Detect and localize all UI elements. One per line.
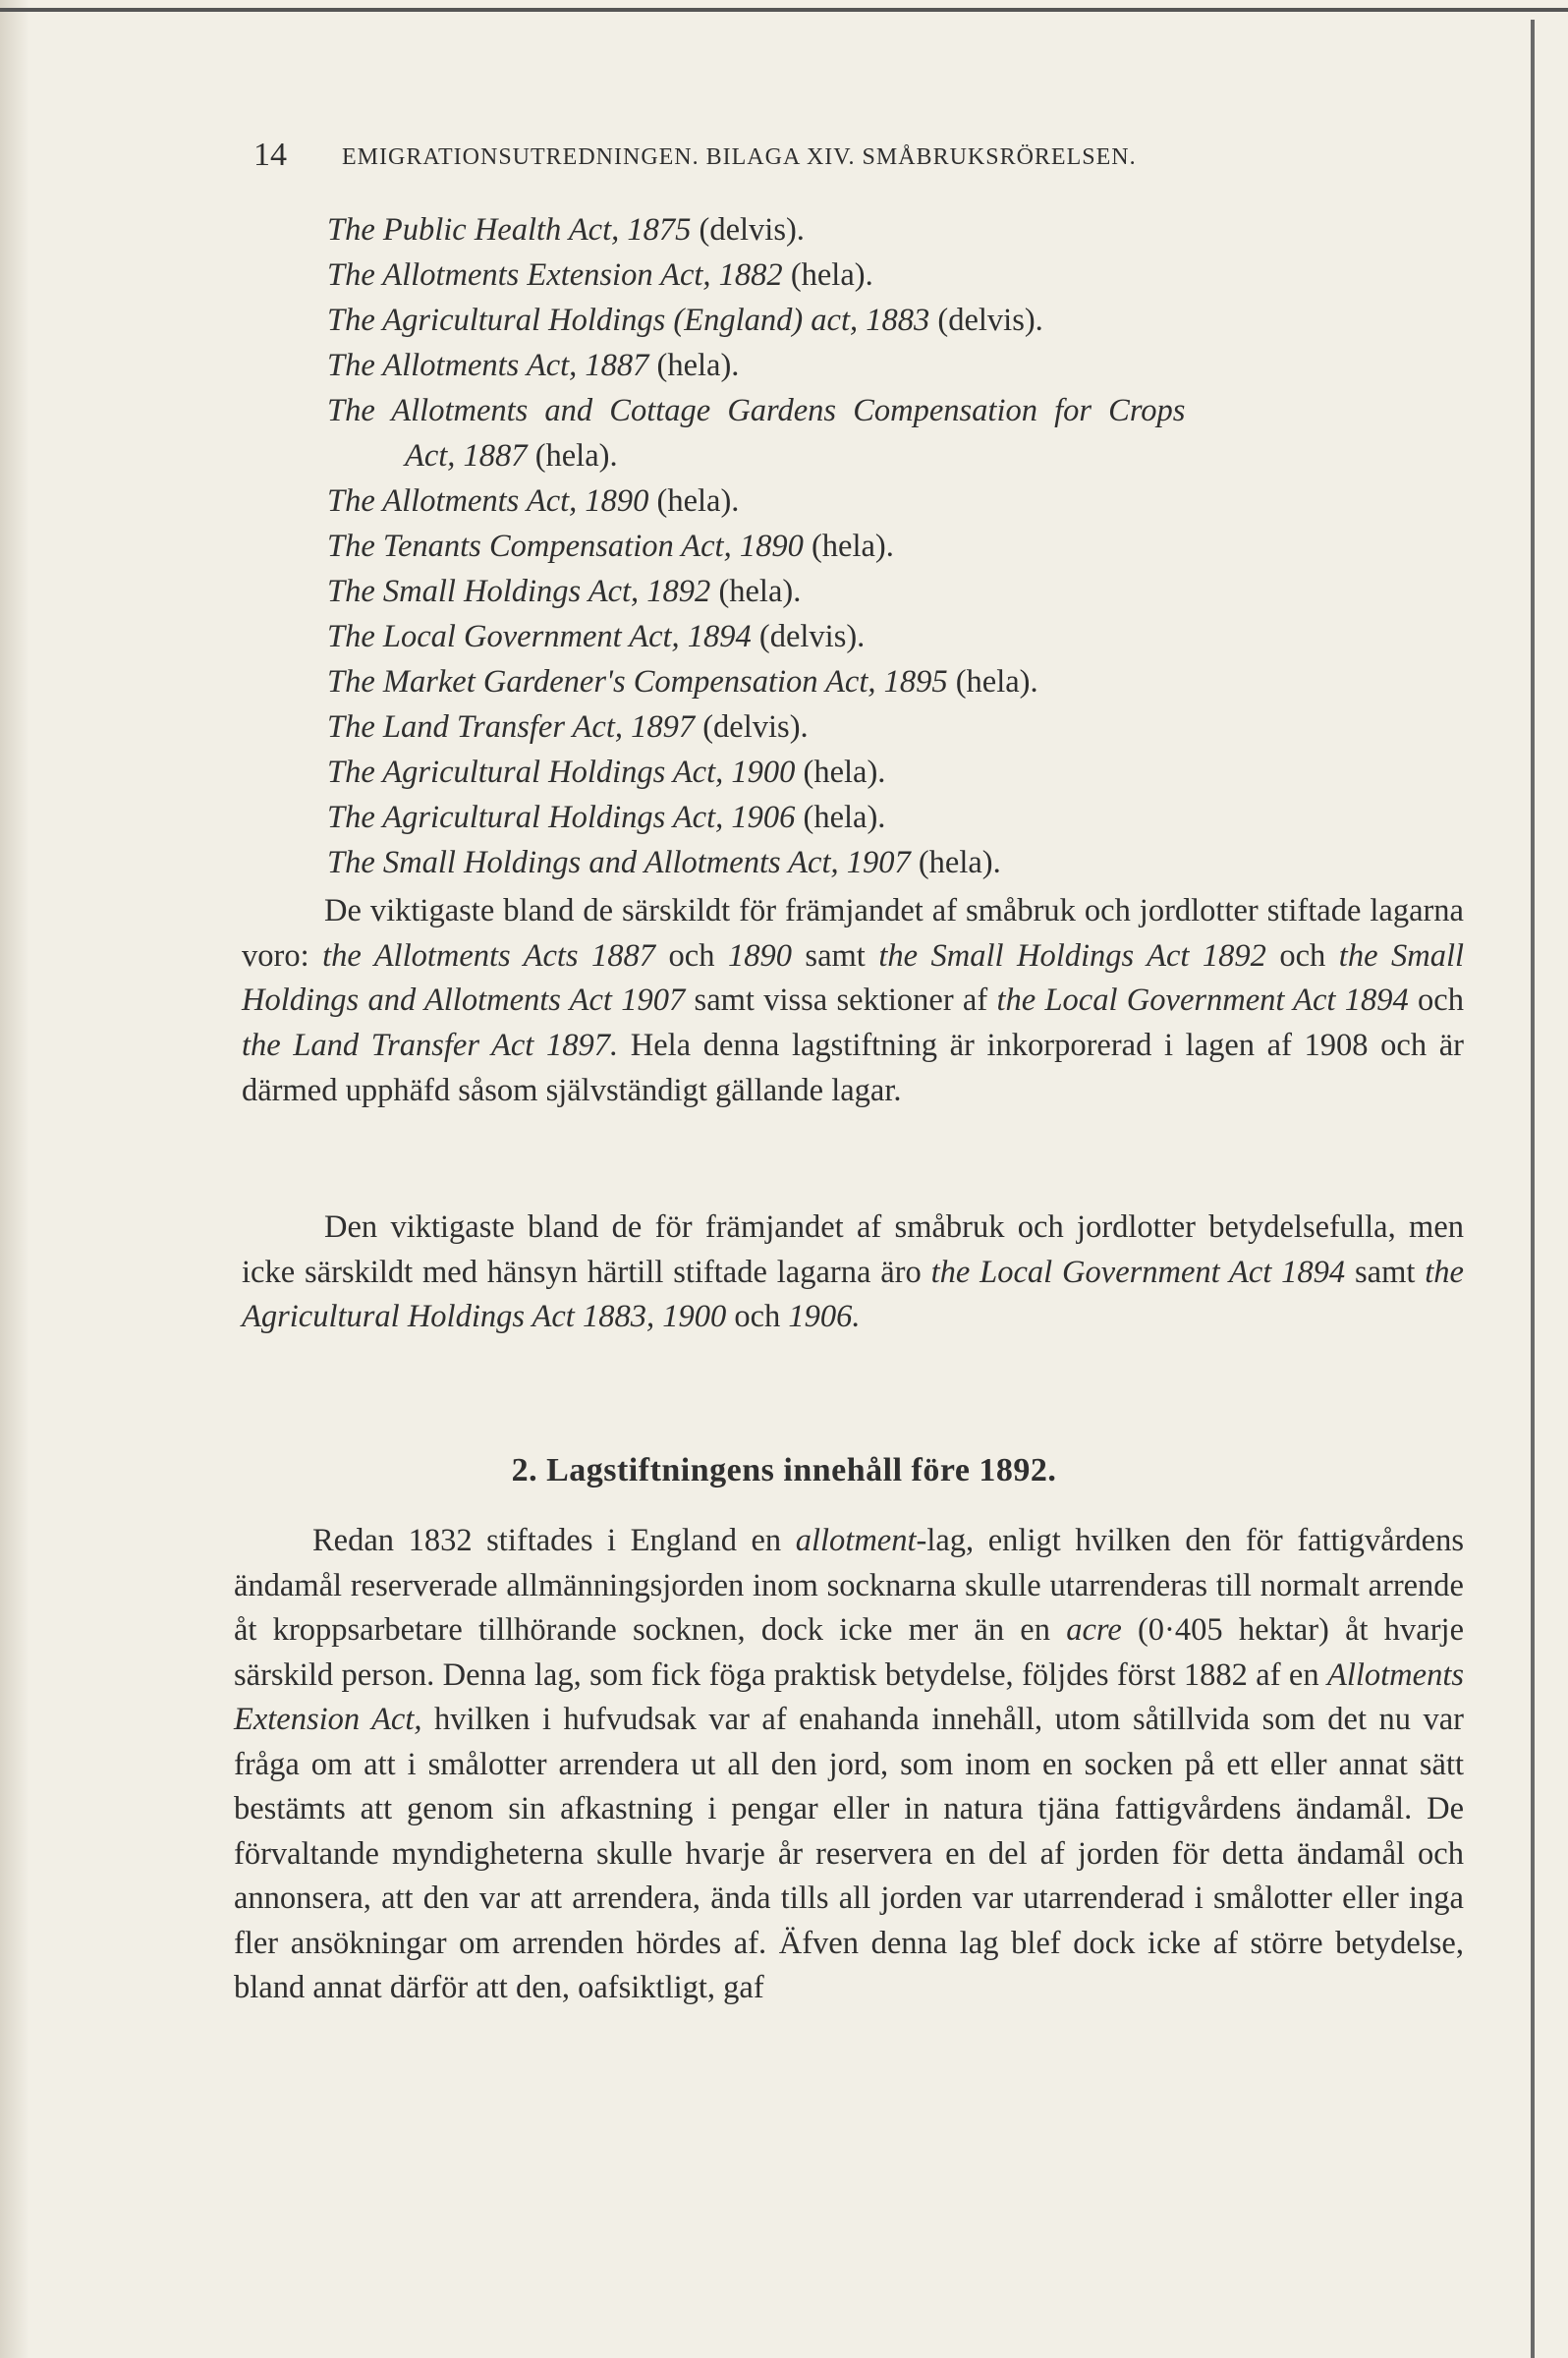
running-header — [253, 137, 1383, 180]
act-note: (hela). — [710, 574, 802, 609]
act-title: The Allotments Extension Act, 1882 — [327, 257, 783, 293]
act-title: The Small Holdings and Allotments Act, 1907 — [327, 845, 911, 880]
act-title: The Local Government Act, 1894 — [327, 619, 752, 654]
act-item — [327, 389, 1185, 432]
paragraph-related-acts: Den viktigaste bland de för främjandet af småbruk och jordlotter betydelsefulla, men icke särskildt med hänsyn härtill stiftade lagarna äro the Local Government Act 1894 samt the Agricultural Holdings Act 1883, 1900 och 1906. — [242, 1209, 1464, 1335]
act-title: The Public Health Act, 1875 — [327, 212, 692, 248]
act-item — [327, 841, 1001, 884]
act-title: The Agricultural Holdings (England) act, 1883 — [327, 303, 930, 338]
act-title: The Land Transfer Act, 1897 — [327, 709, 696, 745]
act-note: (hela). — [803, 529, 894, 564]
act-note: (delvis). — [695, 709, 809, 745]
act-item — [327, 299, 1043, 342]
act-item — [327, 705, 809, 749]
page-top-rule — [0, 8, 1568, 12]
act-note: (hela). — [648, 348, 740, 383]
act-title: The Allotments Act, 1890 — [327, 483, 649, 519]
page-number: 14 — [253, 137, 287, 173]
page-edge-shadow — [0, 0, 29, 2358]
section-heading: 2. Lagstiftningens innehåll före 1892. — [511, 1452, 1057, 1488]
act-title: The Allotments and Cottage Gardens Compensation for Crops — [327, 393, 1186, 428]
act-item — [327, 615, 865, 658]
act-title: The Small Holdings Act, 1892 — [327, 574, 711, 609]
act-item — [327, 570, 801, 613]
act-note: (hela). — [947, 664, 1038, 700]
act-note: (hela). — [795, 755, 886, 790]
act-note: (delvis). — [691, 212, 805, 248]
act-note: (hela). — [527, 438, 618, 474]
act-item — [327, 796, 885, 839]
act-note: (delvis). — [929, 303, 1043, 338]
act-note: (hela). — [795, 800, 886, 835]
act-note: (hela). — [910, 845, 1001, 880]
act-item — [327, 253, 873, 297]
act-title: Act, 1887 — [405, 438, 528, 474]
act-note: (hela). — [648, 483, 740, 519]
paragraph-history: Redan 1832 stiftades i England en allotment-lag, enligt hvilken den för fattigvårdens ändamål reserverade allmänningsjorden inom socknarna skulle utarrenderas till normalt arrende åt kroppsarbetare tillhörande socknen, dock icke mer än en acre (0·405 hektar) åt hvarje särskild person. Denna lag, som fick föga praktisk betydelse, följdes först 1882 af en Allotments Extension Act, hvilken i hufvudsak var af enahanda innehåll, utom såtillvida som det nu var fråga om att i smålotter arrendera ut all den jord, som inom en socken på ett eller annat sätt bestämts att genom sin afkastning i pengar eller in natura tjäna fattigvårdens ändamål. De förvaltande myndigheterna skulle hvarje år reservera en del af jorden för detta ändamål och annonsera, att den var att arrendera, ända tills all jorden var utarrenderad i smålotter eller inga fler ansökningar om arrenden hördes af. Äfven denna lag blef dock icke af större betydelse, bland annat därför att den, oafsiktligt, gaf — [234, 1523, 1464, 2005]
act-item-continuation — [405, 434, 618, 477]
act-item — [327, 525, 894, 568]
act-title: The Tenants Compensation Act, 1890 — [327, 529, 804, 564]
act-item — [327, 208, 805, 252]
running-title: EMIGRATIONSUTREDNINGEN. BILAGA XIV. SMÅBRUKSRÖRELSEN. — [342, 144, 1137, 170]
act-title: The Agricultural Holdings Act, 1906 — [327, 800, 796, 835]
act-note: (hela). — [782, 257, 873, 293]
act-item — [327, 660, 1038, 703]
paragraph-main-acts: De viktigaste bland de särskildt för främjandet af småbruk och jordlotter stiftade lagarna voro: the Allotments Acts 1887 och 1890 samt the Small Holdings Act 1892 och the Small Holdings and Allotments Act 1907 samt vissa sektioner af the Local Government Act 1894 och the Land Transfer Act 1897. Hela denna lagstiftning är inkorporerad i lagen af 1908 och är därmed upphäfd såsom självständigt gällande lagar. — [242, 893, 1465, 1108]
act-note: (delvis). — [751, 619, 866, 654]
act-title: The Agricultural Holdings Act, 1900 — [327, 755, 796, 790]
act-item — [327, 344, 739, 387]
act-title: The Allotments Act, 1887 — [327, 348, 649, 383]
act-item — [327, 479, 739, 523]
act-item — [327, 751, 885, 794]
page-right-edge — [1531, 20, 1535, 2358]
act-title: The Market Gardener's Compensation Act, 1895 — [327, 664, 948, 700]
